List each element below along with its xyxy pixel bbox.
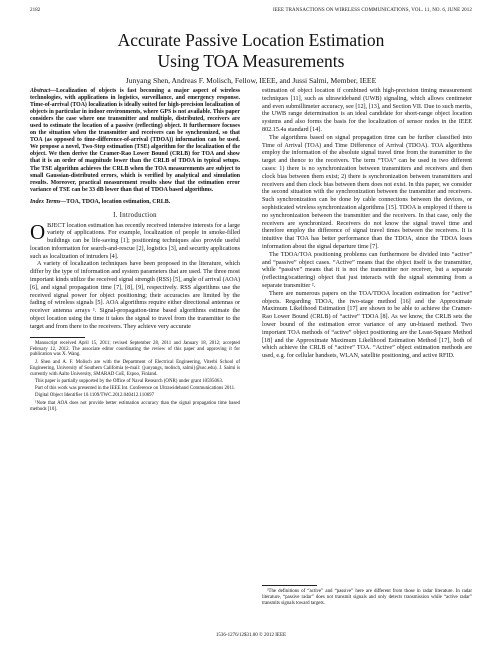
- abstract-text: —Localization of objects is fast becoming a major aspect of wireless technologies, with applications in logistics, surveillance, and emergency response. Time-of-arrival (TOA) localization is ideally suited for high-precision localization of objects in particular in indoor environments, where GPS is not available. This paper considers the case where one transmitter and multiple, distributed, receivers are used to estimate the location of a passive (reflecting) object. It furthermore focuses on the situation when the transmitter and receivers can be synchronized, so that TOA (as opposed to time-difference-of-arrival (TDOA)) information can be used. We propose a novel, Two-Step estimation (TSE) algorithm for the localization of the object. We then derive the Cramer-Rao Lower Bound (CRLB) for TOA and show that it is an order of magnitude lower than the CRLB of TDOA in typical setups. The TSE algorithm achieves the CRLB when the TOA measurements are subject to small Gaussian-distributed errors, which is verified by analytical and simulation results. Moreover, practical measurement results show that the estimation error variance of TSE can be 33 dB lower than that of TDOA based algorithms.: [30, 88, 240, 193]
- footnote-funding: This paper is partially supported by the Office of Naval Research (ONR) under grant 10595063.: [35, 378, 224, 384]
- footnote-affiliation: J. Shen and A. F. Molisch are with the Department of Electrical Engineering, Viterbi School of Engineering, University of Southern California (e-mail: {junyangs, molisch, salmi}@usc.edu). J. Salmi is currently with Aalto University, SMARAD CoE, Espoo, Finland.: [30, 359, 240, 377]
- drop-cap: O: [30, 219, 46, 244]
- journal-name: IEEE TRANSACTIONS ON WIRELESS COMMUNICATIONS, VOL. 11, NO. 6, JUNE 2012: [272, 8, 472, 13]
- intro-paragraph-2: A variety of localization techniques have been proposed in the literature, which differ by the type of information and system parameters that are used. The three most important kinds utilize the received signal strength (RSS) [5], angle of arrival (AOA) [6], and signal propagation time [7], [8], [9], respectively. RSS algorithms use the received signal power for object positioning; their accuracies are limited by the fading of wireless signals [5]. AOA algorithms require either directional antennas or receiver antenna arrays ¹. Signal-propagation-time based algorithms estimate the object location using the time it takes the signal to travel from the transmitter to the target and from there to the receivers. They achieve very accurate: [30, 261, 240, 330]
- footnotes-right: [262, 580, 472, 608]
- right-paragraph-1: estimation of object location if combined with high-precision timing measurement techniques [11], such as ultrawideband (UWB) signaling, which allows centimeter and even submillimeter accuracy, see [12], [13], and Section VII. Due to such merits, the UWB range determination is an ideal candidate for short-range object location systems and also forms the basis for the localization of sensor nodes in the IEEE 802.15.4a standard [14].: [262, 88, 472, 133]
- index-terms: [30, 199, 240, 206]
- right-paragraph-4: There are numerous papers on the TOA/TDOA location estimation for “active” objects. Regarding TDOA, the two-stage method [16] and the Approximate Maximum Likelihood Estimation [17] are shown to be able to achieve the Cramer-Rao Lower Bound (CRLB) of “active” TDOA [8]. As we know, the CRLB sets the lower bound of the estimation error variance of any un-biased method. Two important TOA methods of “active” object positioning are the Least-Square Method [18] and the Approximate Maximum Likelihood Estimation Method [17], both of which achieve the CRLB of “active” TOA. “Active” object estimation methods are used, e.g. for cellular handsets, WLAN, satellite positioning, and active RFID.: [262, 290, 472, 360]
- abstract-lead: Abstract: [30, 88, 51, 94]
- footnote-1: ¹Note that AOA does not provide better estimation accuracy than the signal propagation time based methods [10].: [30, 400, 240, 412]
- footnote-conference: Part of this work was presented in the IEEE Int. Conference on Ultrawideband Communications 2011.: [35, 386, 236, 392]
- right-column: [262, 88, 472, 361]
- right-paragraph-3: The TDOA/TOA positioning problems can furthermore be divided into “active” and “passive” object cases. “Active” means that the object itself is the transmitter, while “passive” means that it is not the transmitter nor receiver, but a separate (reflecting/scattering) object that just interacts with the signal stemming from a separate transmitter ².: [262, 251, 472, 289]
- right-paragraph-2: The algorithms based on signal propagation time can be further classified into Time of Arrival (TOA) and Time Difference of Arrival (TDOA). TOA algorithms employ the information of the absolute signal travel time from the transmitter to the target and thence to the receivers. The term “TOA” can be used in two different cases: 1) there is no synchronization between transmitters and receivers and then clock bias between them exist; 2) there is synchronization between transmitters and receivers and then clock bias between them does not exist. In this paper, we consider the second situation with the synchronization between the transmitter and receivers. Such synchronization can be done by cable connections between the devices, or sophisticated wireless synchronization algorithms [15]. TDOA is employed if there is no synchronization between the transmitter and the receivers. In that case, only the receivers are synchronized. Receivers do not know the signal travel time and therefore employ the difference of signal travel times between the receivers. It is intuitive that TOA has better performance than the TDOA, since the TDOA loses information about the signal departure time [7].: [262, 134, 472, 250]
- footnote-2: ²The definitions of “active” and “passive” here are different from those in radar literature. In radar literature, “passive radar” does not transmit signals and only detects transmission while “active radar” transmits signals toward targets.: [262, 589, 472, 606]
- author-list: Junyang Shen, Andreas F. Molisch, Fellow, IEEE, and Jussi Salmi, Member, IEEE: [125, 76, 377, 85]
- running-header: [30, 8, 472, 18]
- index-terms-text: —TOA, TDOA, location estimation, CRLB.: [60, 198, 171, 205]
- index-terms-lead: Index Terms: [30, 198, 61, 205]
- left-column: [30, 88, 240, 414]
- footnote-doi: Digital Object Identifier 10.1109/TWC.2012.040412.110697: [35, 393, 155, 399]
- paper-title-line-1: Accurate Passive Location Estimation: [117, 30, 385, 50]
- footnote-manuscript: Manuscript received April 15, 2011; revised September 28, 2011 and January 18, 2012; accepted February 12, 2012. The associate editor coordinating the review of this paper and approving it for publication was X. Wang.: [30, 340, 240, 358]
- footnote-rule: [30, 337, 85, 338]
- intro-paragraph-1-text: BJECT location estimation has recently received intensive interests for a large variety of applications. For example, localization of people in smoke-filled buildings can be life-saving [1]; positioning techniques also provide useful location information for search-and-rescue [2], logistics [3], and security applications such as localization of intruders [4].: [30, 222, 240, 260]
- title-block: [0, 30, 502, 85]
- section-heading-introduction: I. Introduction: [113, 211, 157, 219]
- paper-title-line-2: Using TOA Measurements: [157, 51, 345, 71]
- page-number: 2182: [30, 8, 41, 13]
- copyright-footer: 1536-1276/12$31.00 © 2012 IEEE: [215, 633, 287, 638]
- footnotes-left: [30, 341, 240, 413]
- footnote-rule-right: [262, 585, 317, 586]
- intro-paragraph-1: [30, 219, 240, 262]
- abstract: [30, 88, 240, 194]
